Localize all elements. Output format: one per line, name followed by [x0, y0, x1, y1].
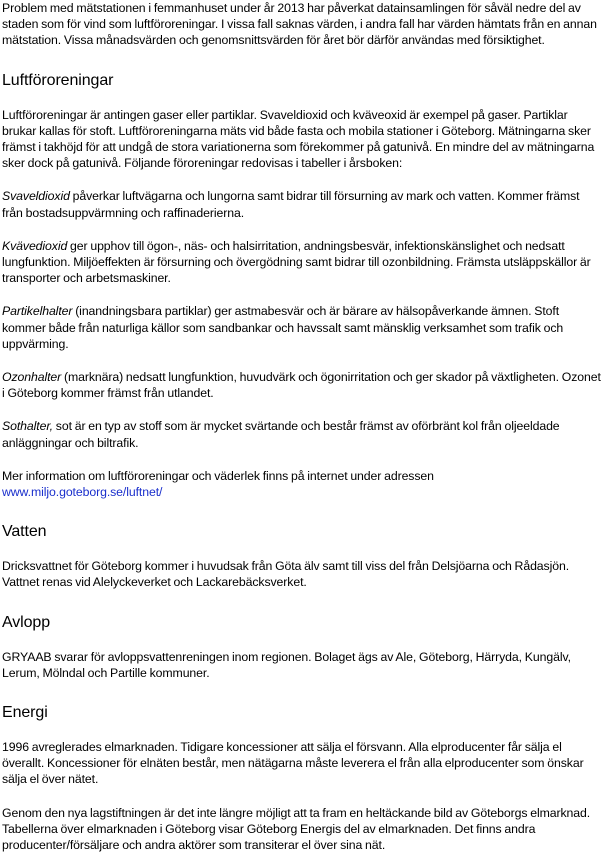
sothalter-text: sot är en typ av stoff som är mycket svärtande och består främst av oförbränt kol från oljeeldade anläggningar och biltrafik. — [2, 419, 560, 450]
energi-paragraph-1: 1996 avreglerades elmarknaden. Tidigare koncessioner att sälja el försvann. Alla elproducenter får sälja el överallt. Koncessioner för elnäten består, men nätägarna måste leverera el från alla elproducenter som önskar sälja el över nätet. — [2, 740, 584, 787]
svaveldioxid-term: Svaveldioxid — [2, 189, 70, 204]
luft-intro-paragraph: Luftföroreningar är antingen gaser eller partiklar. Svaveldioxid och kväveoxid är exempel på gaser. Partiklar brukar kallas för stoft. Luftföroreningarna mäts vid både fasta och mobila stationer i Göteborg. Mätningarna sker främst i takhöjd för att undgå de stora variationerna som förekommer på gatunivå. En mindre del av mätningarna sker dock på gatunivå. Följande föroreningar redovisas i tabeller i årsboken: — [2, 107, 595, 171]
energi-paragraph-2: Genom den nya lagstiftningen är det inte längre möjligt att ta fram en heltäckande bild av Göteborgs elmarknad. Tabellerna över elmarknaden i Göteborg visar Göteborg Energis del av elmarknaden. Det finns andra producenter/försäljare och andra aktörer som transiterar el över sina nät. — [2, 805, 591, 853]
kvavedioxid-paragraph — [2, 238, 602, 287]
intro-paragraph: Problem med mätstationen i femmanhuset under år 2013 har påverkat datainsamlingen för såväl nedre del av staden som för vind som luftföroreningar. I vissa fall saknas värden, i andra fall har värden hämtats från en annan mätstation. Vissa månadsvärden och genomsnittsvärden för året bör därför användas med försiktighet. — [2, 1, 597, 48]
avlopp-paragraph: GRYAAB svarar för avloppsvattenreningen inom regionen. Bolaget ägs av Ale, Göteborg, Härryda, Kungälv, Lerum, Mölndal och Partille kommuner. — [2, 649, 571, 680]
svaveldioxid-text: påverkar luftvägarna och lungorna samt bidrar till försurning av mark och vatten. Kommer främst från bostadsuppvärmning och raffinaderierna. — [2, 189, 580, 220]
partikelhalter-paragraph — [2, 303, 602, 352]
more-info-paragraph — [2, 468, 602, 500]
ozonhalter-text: (marknära) nedsatt lungfunktion, huvudvärk och ögonirritation och ger skador på växtligheten. Ozonet i Göteborg kommer främst från utlandet. — [2, 370, 601, 401]
partikelhalter-text: (inandningsbara partiklar) ger astmabesvär och är bärare av hälsopåverkande ämnen. Stoft kommer både från naturliga källor som sandbankar och havssalt samt mänsklig verksamhet som trafik och uppvärming. — [2, 304, 564, 351]
sothalter-term: Sothalter, — [2, 419, 53, 434]
ozonhalter-term: Ozonhalter — [2, 370, 62, 385]
ozonhalter-paragraph — [2, 369, 602, 401]
more-info-text: Mer information om luftföroreningar och väderlek finns på internet under adressen — [2, 468, 434, 483]
svaveldioxid-paragraph — [2, 188, 602, 220]
document-page — [2, 0, 602, 853]
kvavedioxid-text: ger upphov till ögon-, näs- och halsirritation, andningsbesvär, infektionskänslighet och nedsatt lungfunktion. Miljöeffekten är försurning och övergödning samt bidrar till ozonbildning. Främsta utsläppskällor är transporter och arbetsmaskiner. — [2, 238, 591, 286]
heading-luftfororeningar: Luftföroreningar — [2, 71, 114, 89]
heading-energi: Energi — [2, 704, 48, 722]
luftnet-link[interactable]: www.miljo.goteborg.se/luftnet/ — [2, 485, 163, 500]
vatten-paragraph: Dricksvattnet för Göteborg kommer i huvudsak från Göta älv samt till viss del från Delsjöarna och Rådasjön. Vattnet renas vid Alelyckeverket och Lackarebäcksverket. — [2, 559, 570, 590]
heading-vatten: Vatten — [2, 523, 47, 541]
sothalter-paragraph — [2, 418, 602, 450]
heading-avlopp: Avlopp — [2, 613, 51, 631]
partikelhalter-term: Partikelhalter — [2, 304, 73, 319]
kvavedioxid-term: Kvävedioxid — [2, 238, 68, 253]
